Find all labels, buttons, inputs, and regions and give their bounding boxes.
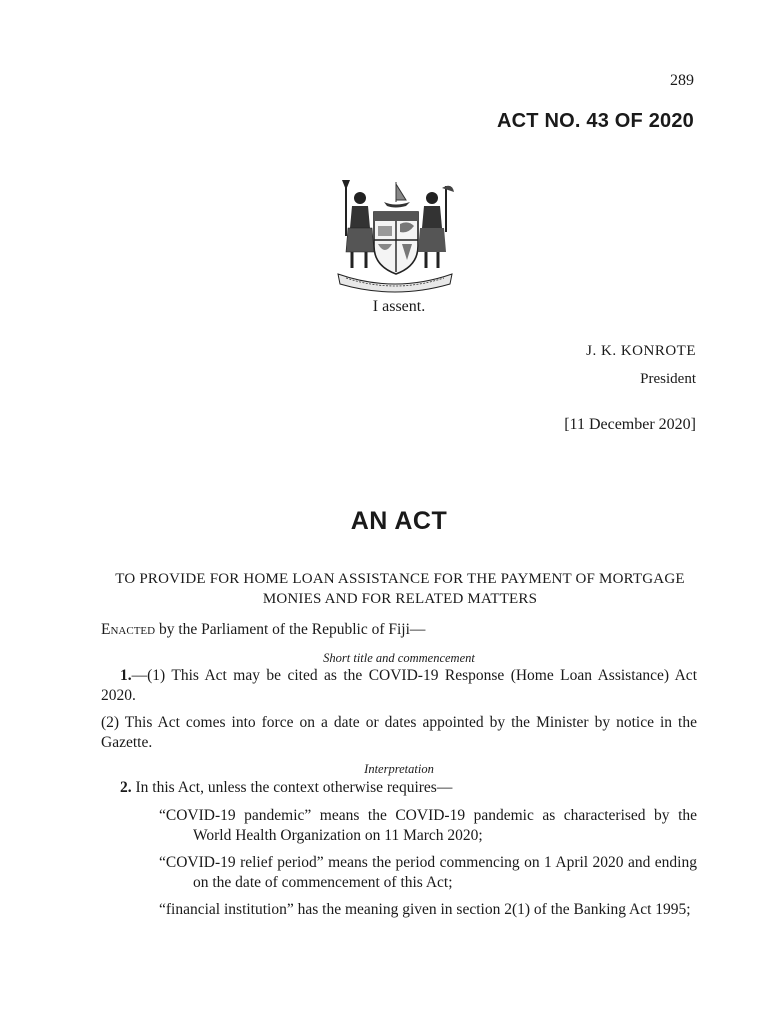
- enacting-formula: [101, 620, 697, 640]
- page-number: 289: [670, 72, 694, 89]
- fiji-coat-of-arms-icon: [332, 176, 458, 294]
- definition-financial-institution: “financial institution” has the meaning given in section 2(1) of the Banking Act 1995;: [159, 901, 691, 918]
- signatory-title: President: [640, 371, 696, 387]
- section-2-number: 2.: [120, 779, 132, 796]
- enacting-lead: Enacted: [101, 621, 156, 638]
- assent-date: [11 December 2020]: [564, 416, 696, 433]
- act-number: ACT NO. 43 OF 2020: [497, 110, 694, 132]
- act-heading: AN ACT: [350, 507, 448, 535]
- signatory-name: J. K. KONROTE: [586, 343, 696, 359]
- long-title: TO PROVIDE FOR HOME LOAN ASSISTANCE FOR THE PAYMENT OF MORTGAGE MONIES AND FOR RELATED MATTERS: [115, 571, 685, 607]
- definition-covid-19-pandemic: “COVID-19 pandemic” means the COVID-19 pandemic as characterised by the World Health Organization on 11 March 2020;: [159, 807, 697, 844]
- section-2-intro-text: In this Act, unless the context otherwise requires—: [131, 779, 453, 796]
- section-2-intro: [101, 778, 697, 798]
- side-heading-2: Interpretation: [364, 762, 434, 776]
- section-1-number: 1.: [120, 667, 132, 684]
- section-1-subsection-1-text: —(1) This Act may be cited as the COVID-19 Response (Home Loan Assistance) Act 2020.: [101, 667, 697, 704]
- assent-text: I assent.: [372, 298, 426, 315]
- section-1-subsection-1: [101, 666, 697, 706]
- enacting-rest: by the Parliament of the Republic of Fiji—: [155, 621, 426, 638]
- section-1-subsection-2: (2) This Act comes into force on a date or dates appointed by the Minister by notice in the Gazette.: [101, 714, 697, 751]
- side-heading-1: Short title and commencement: [323, 651, 475, 665]
- definition-covid-19-relief-period: “COVID-19 relief period” means the period commencing on 1 April 2020 and ending on the date of commencement of this Act;: [159, 854, 697, 891]
